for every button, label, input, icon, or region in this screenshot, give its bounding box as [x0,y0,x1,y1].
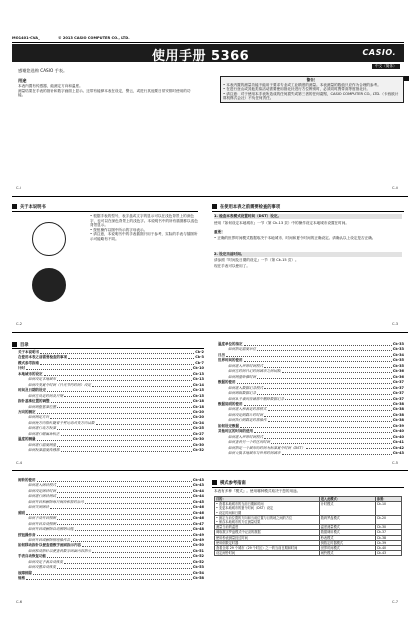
toc-entry-page: Ck-25 [192,426,204,431]
toc-entry-label: 如何使方向指针随着手臂运动改变方向读数 [28,420,95,425]
toc-entry-label: 温度的测量 [18,437,36,442]
toc-leader-dots [268,407,392,411]
toc-entry-page: Ck-43 [192,483,204,488]
toc-entry-label: 计时 [18,366,25,371]
section-marker [212,480,217,485]
toc-leader-dots [264,386,392,390]
table-header: 参照： [375,497,401,502]
toc-leader-dots [57,522,192,526]
page-number: C-3 [392,322,399,326]
toc-entry-page: Ck-38 [392,407,404,412]
toc-entry-page: Ck-3 [195,355,204,360]
toc-leader-dots [40,350,194,354]
page-number: C-ii [392,186,398,190]
toc-entry-page: Ck-42 [392,445,404,450]
toc-entry[interactable] [18,576,204,581]
toc-leader-dots [44,372,192,376]
toc-entry[interactable] [218,451,404,456]
mode-guide-intro: 本表有多种『模式』。使用哪种模式取决于您的用途。 [214,489,301,493]
page-number: C-5 [392,461,399,465]
watch-illustration-light [32,222,66,256]
toc-entry-label: 如何调整基准位置 [28,404,56,409]
toc-entry-page: Ck-40 [392,434,404,439]
toc-entry-label: 如何执行倒数定时器操作 [228,418,267,423]
table-cell: 使用秒表测量经过时间 [215,535,320,540]
section-marker [12,342,17,347]
toc-entry-label: 如何查看另一个时区的时间 [228,440,270,445]
toc-leader-dots [61,448,192,452]
copyright: © 2013 CASIO COMPUTER CO., LTD. [58,36,130,40]
toc-leader-dots [271,440,392,444]
table-header: 进入此模式： [319,497,375,502]
table-cell: Ck-20 [375,515,401,524]
table-cell: 数据调用模式 [319,530,375,535]
toc-leader-dots [257,391,392,395]
toc-entry-page: Ck-49 [192,532,204,537]
toc-entry-page: Ck-35 [392,358,404,363]
toc-leader-dots [85,500,192,504]
toc-entry-page: Ck-53 [192,565,204,570]
toc-entry-label: 如何进入秒表定时器模式 [228,407,267,412]
toc-entry-page: Ck-15 [192,388,204,393]
page-number: C-2 [16,322,23,326]
toc-leader-dots [96,421,192,425]
toc-entry-page: Ck-2 [195,350,204,354]
toc-leader-dots [37,410,192,414]
step1-body: 使用『如何设定本地城市』一节（第 Ck-13 页）中的操作设定本地城市设置在时间。 [214,221,349,225]
toc-continued-column [18,478,204,582]
toc-leader-dots [92,549,192,553]
toc-entry-page: Ck-20 [192,409,204,414]
toc-entry-page: Ck-32 [192,448,204,453]
toc-entry-page: Ck-40 [392,429,404,434]
toc-entry-page: Ck-27 [192,431,204,436]
table-cell: 倒数定时器模式 [319,540,375,545]
toc-leader-dots [264,413,392,417]
toc-leader-dots [57,443,192,447]
toc-entry-label: 时间及日期的设定 [18,388,46,393]
toc-entry-page: Ck-15 [192,393,204,398]
toc-entry-label: 关于本说明书 [18,350,39,354]
toc-entry-label: 其他时区的时间的使用 [218,429,253,434]
toc-leader-dots [40,361,194,365]
toc-entry-page: Ck-13 [192,371,204,376]
toc-entry-label: 如何进入世界时间模式 [228,434,263,439]
toc-entry-label: 如何移动指针以便查看数字画面指示内容 [18,543,81,548]
toc-entry-page: Ck-46 [192,516,204,521]
toc-leader-dots [57,405,192,409]
toc-entry-page: Ck-37 [392,396,404,401]
table-cell: • 查看本地城市的当前日期和时间 • 变更本地城市的夏令时间（DST）设定 • 设定时间和日期 [215,502,320,516]
step1-heading: 1. 检查本表模式设置时间（DST）设定。 [214,214,402,219]
toc-entry-label: 规格 [18,576,25,581]
toc-entry-label: 数据说明的使用 [218,401,243,406]
toc-entry-label: 方向的测定 [18,409,36,414]
warning-box: 警告！ • 本表内置的测量功能不能用于要求专业或工业精度的测量。本表测量的数值只应作为合理的参考。 • 在进行登山或其他类似活动需要使用指北针进行方位辨别时，必须同时携带高等度指北针。 • 请注意：对于使用本手表所造成的任何损失或第三者的任何索赔，CASIO COMPUTER CO., LTD.（卡西欧计算机株式会社）不负任何责任。 [220,76,404,103]
table-cell: 调取数字罗盘模式中记录的数据 [215,530,320,535]
toc-leader-dots [64,560,192,564]
toc-entry-page: Ck-33 [392,342,404,346]
toc-entry-label: 如何设定闹铃时间 [28,488,56,493]
toc-entry-label: 如何移动指针以便查看数字画面内容指示 [28,548,91,553]
toc-entry-label: 如何开启或解除按钮操作音 [28,537,70,542]
table-cell: Ck-30 [375,525,401,530]
toc-leader-dots [254,429,392,433]
toc-entry-label: 如何开启或解除自动照明功能 [28,527,74,532]
toc-entry-page: Ck-13 [192,377,204,382]
toc-entry-page: Ck-38 [392,412,404,417]
page-number: C-4 [16,461,23,465]
toc-entry-label: 本地城市的设定 [18,371,43,376]
toc-leader-dots [240,424,392,428]
toc-leader-dots [51,399,192,403]
toc-entry-page: Ck-36 [392,374,404,379]
toc-entry-page: Ck-54 [192,570,204,575]
toc-entry-label: 世界时间的使用 [218,358,243,363]
toc-entry-page: Ck-18 [192,399,204,404]
about-text: 本表内置有传感器，能测定方向和温度。 测量结果在手表的指针和数字画面上显示。还带有能够本表在设定，警云，或进行其他要日常安排时使用的功能。 [18,84,191,98]
toc-leader-dots [285,397,392,401]
table-row [215,551,402,556]
toc-entry-page: Ck-30 [192,442,204,447]
doc-code: MO1401-CVA_ [12,36,40,40]
table-cell: 测量当前的温度 [215,525,320,530]
toc-entry-page: Ck-37 [392,391,404,396]
table-cell: 温度测量模式 [319,525,375,530]
toc-leader-dots [57,377,192,381]
toc-entry-page: Ck-50 [192,543,204,548]
toc-leader-dots [57,565,192,569]
toc-entry-page: Ck-44 [192,494,204,499]
toc-entry-page: Ck-30 [192,437,204,442]
toc-entry-label: 如何设定数据 [218,423,239,428]
toc-leader-dots [244,342,392,346]
toc-entry-page: Ck-46 [192,505,204,510]
toc-entry-label: 数据的使用 [218,380,236,385]
toc-entry-page: Ck-58 [192,576,204,581]
about-title: 用途 [18,78,27,83]
table-cell: 查看全球 29 个城市（29 个时区）之一的当前日期和时间 [215,546,320,551]
toc-leader-dots [50,505,192,509]
toc-entry-label: 如何进行北方校准 [28,426,56,431]
toc-leader-dots [75,527,192,531]
thanks-text: 感谢您选购 CASIO 手表。 [18,68,68,73]
section-title-before-use: 在使用本表之前需要检查的事项 [220,205,281,210]
toc-leader-dots [244,358,392,362]
step2-body: 请参照『时间及日期的设定』一节（第 Ck-15 页）。 [214,258,299,262]
table-cell: Ck-37 [375,530,401,535]
toc-entry-label: 如何开启自动照明 [28,521,56,526]
table-cell: Ck-40 [375,546,401,551]
toc-leader-dots [237,380,392,384]
toc-entry-label: 如何在时间日记时间城市之间切换 [228,369,281,374]
page-title: 使用手册 5366 [152,49,250,64]
toc-entry-label: 如何测量哈佛时间 [228,374,256,379]
toc-leader-dots [268,418,392,422]
toc-leader-dots [68,355,194,359]
toc-leader-dots [37,478,192,482]
important-title: 重要！ [214,230,225,234]
mode-guide-title: 模式参考指南 [220,481,246,486]
toc-entry-page: Ck-24 [192,420,204,425]
table-cell: Ck-10 [375,502,401,516]
toc-entry-label: 指针基准位置的调整 [18,399,50,404]
toc-entry-page: Ck-43 [192,478,204,482]
toc-entry-page: Ck-38 [392,418,404,423]
table-cell: 世界时间模式 [319,546,375,551]
table-cell: Ck-39 [375,540,401,545]
section-title-about: 关于本说明书 [20,205,46,210]
toc-leader-dots [92,383,192,387]
toc-leader-dots [71,538,192,542]
toc-leader-dots [26,511,192,515]
toc-entry-page: Ck-46 [192,510,204,515]
table-cell: 使用倒数定时器 [215,540,320,545]
toc-entry-label: 如何手动开启照明 [28,516,56,521]
toc-entry-label: 如何设定手表自动恢复 [28,559,63,564]
toc-entry[interactable] [18,448,204,453]
table-cell: 设定闹铃时间 [215,551,320,556]
toc-entry-label: 如何设定本地城市 [28,377,56,382]
toc-leader-dots [37,533,192,537]
toc-entry-label: 如何进入闹铃模式 [28,483,56,488]
toc-entry-label: 如何进行闹铃测试 [28,494,56,499]
toc-leader-dots [264,364,392,368]
toc-entry-page: Ck-48 [192,527,204,532]
toc-leader-dots [257,347,392,351]
toc-entry-page: Ck-44 [192,488,204,493]
toc-entry-label: 如何设置自动恢复 [28,565,56,570]
toc-leader-dots [57,494,192,498]
toc-leader-dots [37,437,192,441]
toc-leader-dots [264,435,392,439]
brand-logo: CASIO. [362,48,396,57]
toc-leader-dots [26,576,192,580]
toc-entry-label: 如何进入数据记录模式 [228,385,263,390]
toc-entry-label: 故障排除 [18,570,32,575]
toc-entry-label: 在使用本表之前需要检查的事项 [18,355,67,360]
toc-leader-dots [306,446,392,450]
toc-entry-label: 如何指定温度单位 [228,347,256,352]
toc-entry-page: Ck-45 [192,499,204,504]
table-header: 目的： [215,497,320,502]
toc-entry-page: Ck-52 [192,554,204,559]
section-marker [12,204,17,209]
toc-leader-dots [57,426,192,430]
mode-guide-table [214,496,402,556]
toc-entry-label: 如何改变夏令时间（日光节约时间）设定 [28,382,91,387]
about-manual-text: • 根据手表的型号，表字盘或文字的显示可以在浅色背景上的深色字，也可以在深色背景上的浅色字。本说明书中的所有插图都以浅色背景显示。 • 按钮操作以图中所示的字母表示。 • 请注意，本说明书中的手表插图只用于参考，实际的手表与插图所示可能略有不同。 [90,214,198,241]
toc-entry-label: 日历 [218,352,225,357]
toc-entry-page: Ck-20 [192,415,204,420]
toc-entry-label: 如何从手表的存储器中删除数据记录 [228,396,284,401]
toc-title: 目录 [20,343,29,348]
toc-entry-label: 温度单位的指定 [218,342,243,346]
toc-leader-dots [226,353,392,357]
toc-entry-page: Ck-49 [192,537,204,542]
page-number: C-6 [16,600,23,604]
table-cell: 闹铃模式 [319,551,375,556]
table-row [215,515,402,524]
step2-heading: 2. 设定当前时间。 [214,252,402,257]
toc-entry-label: 闹铃的使用 [18,478,36,482]
toc-leader-dots [47,388,192,392]
toc-leader-dots [26,366,192,370]
edge-marker [404,76,409,81]
important-body: • 正确的世界时间模式数据取决于本地城市、时间和夏令时间的正确设定。请确认以上设定是否正确。 [214,236,376,240]
table-cell: • 测定当前位置的方向和当前位置与目的地之间的方位 • 保存本地城市的方位测量结果 [215,515,320,524]
toc-entry-page: Ck-35 [392,363,404,368]
toc-entry-label: 如何进入世界时间模式 [228,363,263,368]
toc-entry-label: 如何关闭闹铃 [28,505,49,510]
toc-entry-page: Ck-41 [392,440,404,445]
toc-entry-page: Ck-33 [392,347,404,352]
toc-entry-page: Ck-14 [192,382,204,387]
language-tag: 中文（简体） [372,64,400,69]
toc-leader-dots [282,451,392,455]
toc-entry-label: 照明 [18,510,25,515]
toc-leader-dots [57,489,192,493]
step2-done: 现在手表可以使用了。 [214,264,250,268]
table-cell: Ck-43 [375,551,401,556]
toc-leader-dots [61,432,192,436]
toc-entry-page: Ck-37 [392,380,404,385]
toc-left-column [18,350,204,454]
toc-entry-label: 如何校准温度传感器 [28,448,60,453]
toc-entry-page: Ck-47 [192,521,204,526]
toc-entry-page: Ck-34 [392,352,404,357]
section-marker [212,204,217,209]
table-cell: 数码罗盘模式 [319,515,375,524]
watch-illustration-dark [32,268,66,302]
toc-leader-dots [47,554,192,558]
table-cell: Ck-38 [375,535,401,540]
toc-leader-dots [282,369,392,373]
toc-entry-page: Ck-52 [192,559,204,564]
toc-entry-label: 如何调取数据记录 [228,391,256,396]
toc-entry-page: Ck-10 [192,366,204,371]
toc-entry-label: 手表自动恢复功能 [18,554,46,559]
toc-leader-dots [82,543,192,547]
toc-entry-label: 如何开启和解除每日闹铃和报时信号 [28,499,84,504]
toc-entry-page: Ck-39 [392,423,404,428]
toc-entry-label: 按钮操作音 [18,532,36,537]
toc-entry-label: 模式参考指南 [18,360,39,365]
title-bar [12,44,404,62]
toc-entry-page: Ck-7 [195,360,204,365]
toc-leader-dots [244,402,392,406]
toc-leader-dots [64,394,192,398]
toc-entry-label: 如何在设定时间及日期 [28,393,63,398]
toc-entry-label: 如何测定方向 [28,415,49,420]
toc-entry-label: 如何指定一个城市的时间为标准夏令时间（DST） [228,445,306,450]
toc-entry-page: Ck-51 [192,548,204,553]
toc-right-column [218,342,404,457]
toc-leader-dots [57,483,192,487]
toc-entry-page: Ck-43 [392,451,404,456]
toc-entry-page: Ck-37 [392,385,404,390]
toc-entry-label: 如何交换本地城市与世界时间城市 [228,451,281,456]
page-number: C-i [16,186,21,190]
toc-entry-page: Ck-38 [392,401,404,406]
toc-entry-page: Ck-36 [392,369,404,374]
table-row [215,502,402,516]
table-cell: 计时模式 [319,502,375,516]
toc-entry-label: 如何设定倒数计时时间 [228,412,263,417]
toc-entry-page: Ck-18 [192,404,204,409]
toc-entry-label: 如何进行磁偏角校正 [28,431,60,436]
toc-leader-dots [50,415,192,419]
table-cell: 秒表模式 [319,535,375,540]
toc-leader-dots [33,571,192,575]
toc-leader-dots [257,375,392,379]
toc-entry-label: 如何进行温度测量 [28,442,56,447]
toc-leader-dots [57,516,192,520]
page-number: C-7 [392,600,399,604]
